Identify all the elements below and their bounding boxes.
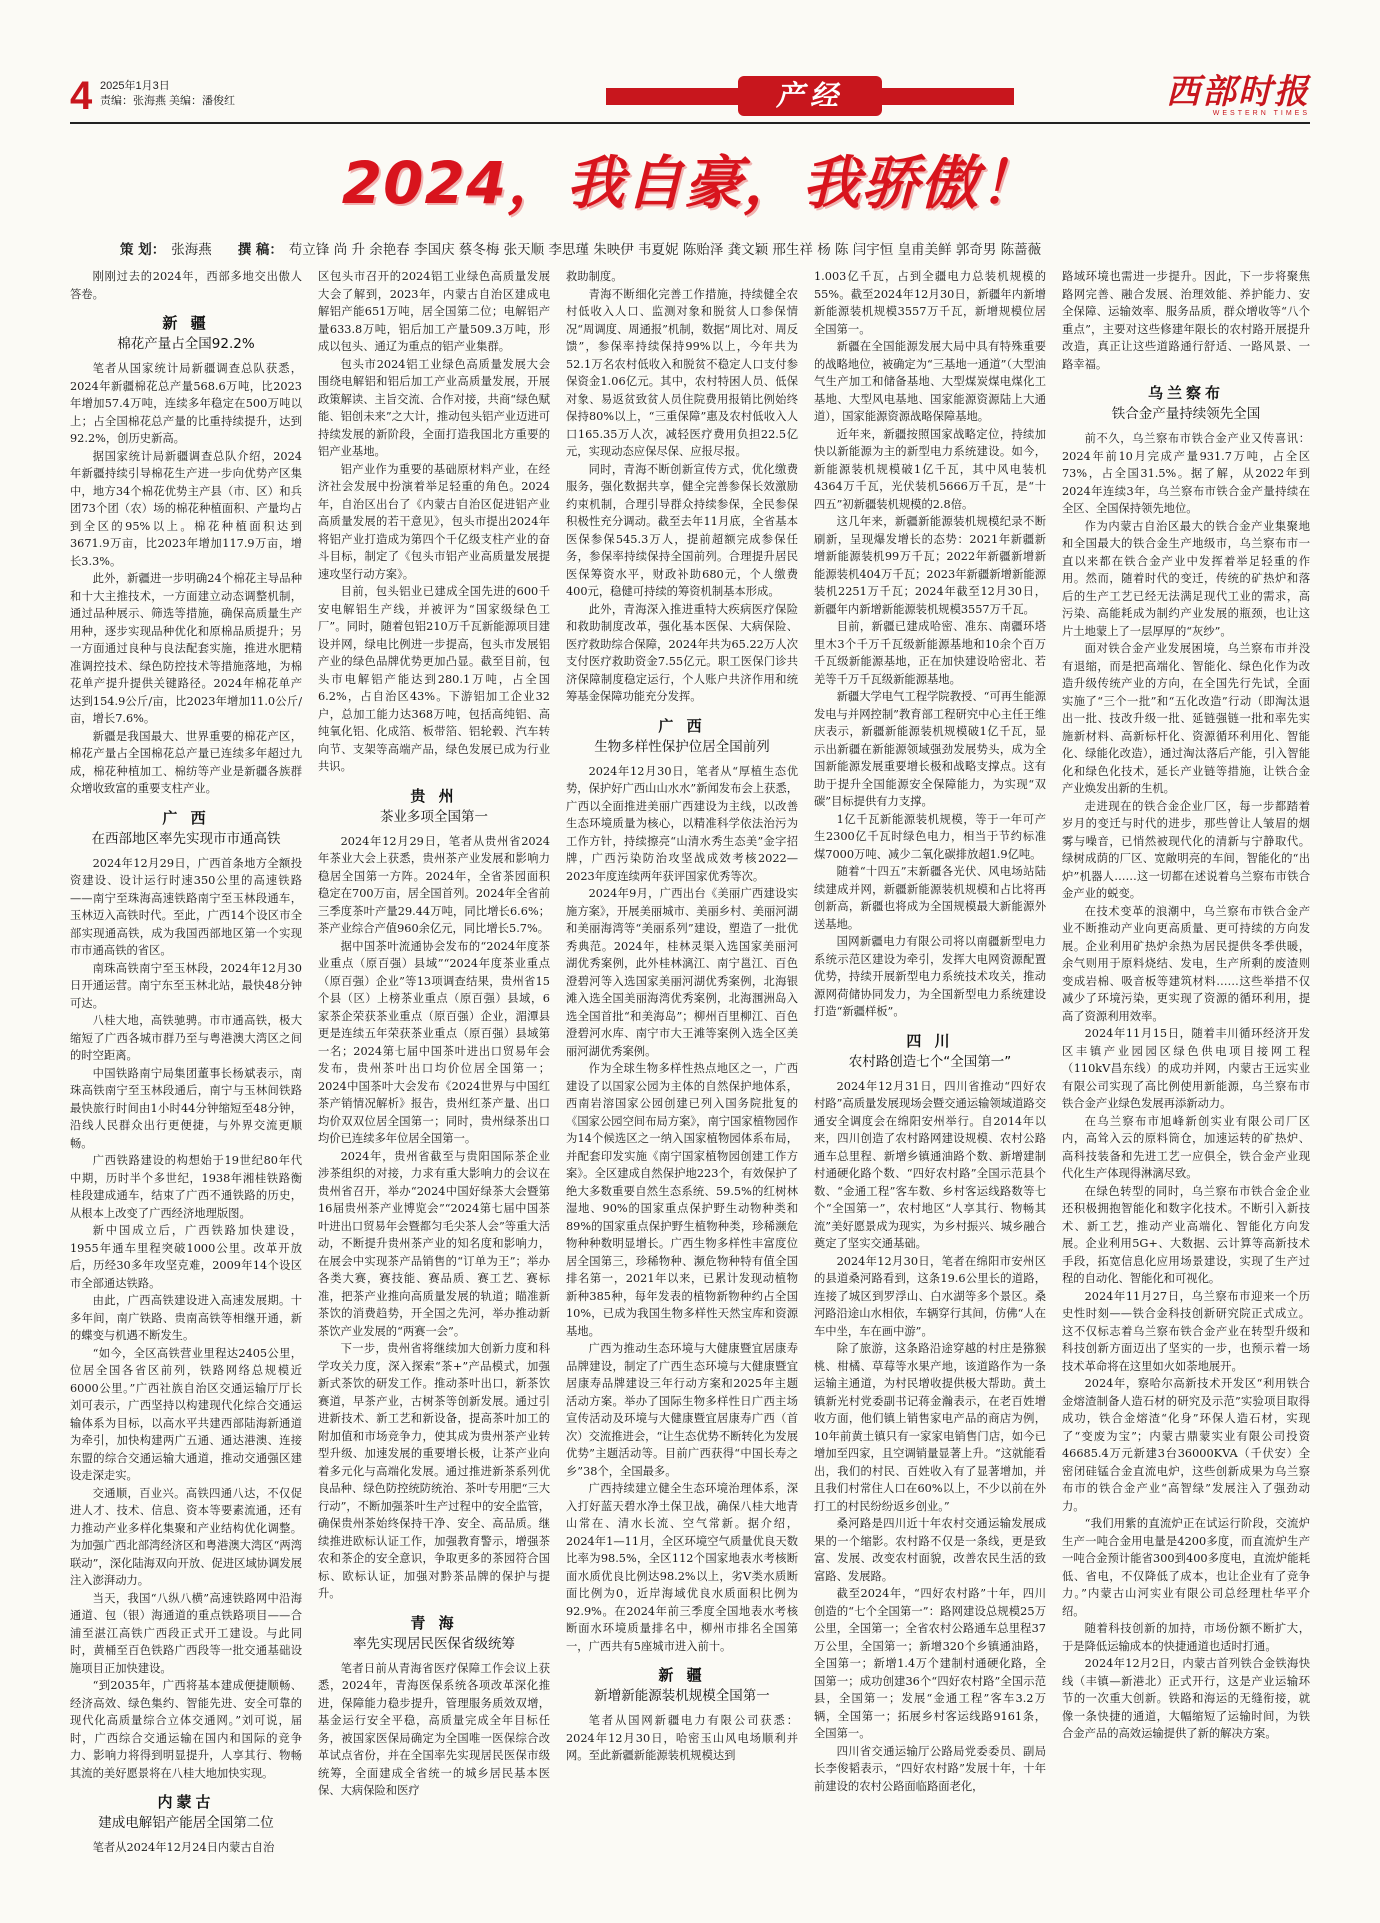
article-heading (70, 807, 302, 849)
planning-names: 张海燕 (171, 242, 212, 258)
article-paragraph: 2024年9月，广西出台《美丽广西建设实施方案》，开展美丽城市、美丽乡村、美丽河湖和美丽海湾等“美丽系列”建设，塑造了一批优秀典范。2024年，桂林灵渠入选国家美丽河湖优秀案例，此外桂林漓江、南宁邕江、百色澄碧河等入选国家美丽河湖优秀案例，北海银滩入选全国美丽海湾优秀案例，北海涠洲岛入选全国首批“和美海岛”；柳州百里柳江、百色澄碧河水库、南宁市大王滩等案例入选全区美丽河湖优秀案例。 (566, 887, 798, 1058)
article-paragraph: 下一步，贵州省将继续加大创新力度和科学攻关力度，深入探索“茶+”产品模式，加强新式茶饮的研发工作。推动茶叶出口，新茶饮赛道，早茶产业，古树茶等创新发展。通过引进新技术、新工艺和新设备，提高茶叶加工的附加值和市场竞争力，使其成为贵州茶产业转型升级、加速发展的重要增长极，让茶产业向着多元化与高端化发展。通过推进新茶系列优良品种、绿色防控统防统治、茶叶专用肥“三大行动”，不断加强茶叶生产过程中的安全监管，确保贵州茶始终保持干净、安全、高品质。继续推进欧标认证工作，加强教育警示，增强茶农和茶企的安全意识，争取更多的茶园符合国标、欧标认证，加强对黔茶品牌的保护与提升。 (318, 1342, 550, 1600)
article-title: 棉花产量占全国92.2% (117, 336, 255, 352)
writers-names: 苟立锋 尚 升 余艳春 李国庆 蔡冬梅 张天顺 李思瑾 朱映伊 韦夏妮 陈贻泽 龚文颖 邢生祥 杨 陈 闫宇恒 皇甫美鲜 郭奇男 陈蔷薇 (288, 242, 1042, 258)
article-paragraph: 2024年12月30日，笔者从“厚植生态优势，保护好广西山山水水”新闻发布会上获悉，广西以全面推进美丽广西建设为主线，以改善生态环境质量为核心，以精准科学依法治污为工作方针，持续擦亮“山清水秀生态美”金字招牌，广西污染防治攻坚战成效考核2022—2023年度连续两年获评国家优秀等次。 (566, 764, 798, 883)
article-paragraph: 随着科技创新的加持，市场份额不断扩大，于是降低运输成本的快捷通道也适时打通。 (1062, 1622, 1310, 1653)
article-paragraph: 笔者从国网新疆电力有限公司获悉：2024年12月30日，哈密玉山风电场顺利并网。至此新疆新能源装机规模达到 (566, 1714, 798, 1762)
article-paragraph: “到2035年，广西将基本建成便捷顺畅、经济高效、绿色集约、智能先进、安全可靠的现代化高质量综合立体交通网。”刘可说，届时，广西综合交通运输在国内和国际的竞争力、影响力将得到明显提升，人享其行、物畅其流的美好愿景将在八桂大地加快实现。 (70, 1679, 302, 1780)
page-headline: 2024，我自豪，我骄傲！ (341, 149, 1039, 217)
article-title: 生物多样性保护位居全国前列 (594, 738, 770, 755)
article-paragraph: 2024年12月2日，内蒙古首列铁合金铁海快线（丰镇—新港北）正式开行，这是产业运输环节的一次重大创新。铁路和海运的无缝衔接，就像一条快捷的通道，大幅缩短了运输时间，为铁合金产品的高效运输提供了新的解决方案。 (1062, 1657, 1310, 1740)
article-paragraph: 此外，新疆进一步明确24个棉花主导品种和十大主推技术，一方面建立动态调整机制，通过品种展示、筛选等措施，确保高质量生产用种，逐步实现品种优化和原棉品质提升；另一方面通过良种与良法配套实施，推进水肥精准调控技术、绿色防控技术等措施落地，为棉花单产提升提供关键路径。2024年棉花单产达到154.9公斤/亩，比2023年增加11.0公斤/亩，增长7.6%。 (70, 572, 302, 725)
article-paragraph: 在绿色转型的同时，乌兰察布市铁合金企业还积极拥抱智能化和数字化技术。不断引入新技术、新工艺，推动产业高端化、智能化方向发展。企业利用5G+、大数据、云计算等高新技术手段，拓宽信息化应用场景建设，实现了生产过程的自动化、智能化和可视化。 (1062, 1184, 1310, 1285)
article-paragraph: 面对铁合金产业发展困境，乌兰察布市并没有退缩，而是把高端化、智能化、绿色化作为改造升级传统产业的方向，在全国先行先试，全面实施了“三个一批”和“五化改造”行动（即淘汰退出一批、技改升级一批、延链强链一批和率先实施新材料、高新标杆化、资源循环利用化、智能化、绿能化改造），通过淘汰落后产能，引入智能化和绿色化技术，延长产业链等措施，让铁合金产业焕发出新的生机。 (1062, 642, 1310, 795)
article-paragraph: 广西为推动生态环境与大健康暨宜居康寿品牌建设，制定了广西生态环境与大健康暨宜居康寿品牌建设三年行动方案和2025年主题活动方案。举办了国际生物多样性日广西主场宣传活动及环境与大健康暨宜居康寿广西（首次）交流推进会，“让生态优势不断转化为发展优势”主题活动等。目前广西获得“中国长寿之乡”38个，全国最多。 (566, 1342, 798, 1478)
article-heading (318, 1612, 550, 1654)
article-paragraph: 2024年11月27日，乌兰察布市迎来一个历史性时刻——铁合金科技创新研究院正式成立。这不仅标志着乌兰察布铁合金产业在转型升级和科技创新方面迈出了坚实的一步，也预示着一场技术革命将在这里如火如荼地展开。 (1062, 1289, 1310, 1373)
article-paragraph: 铝产业作为重要的基础原材料产业，在经济社会发展中扮演着举足轻重的角色。2024年，自治区出台了《内蒙古自治区促进铝产业高质量发展的若干意见》，包头市提出2024年将铝产业打造成为第四个千亿级支柱产业的奋斗目标，制定了《包头市铝产业高质量发展提速攻坚行动方案》。 (318, 462, 550, 581)
article-heading (814, 1030, 1046, 1072)
article-heading (1062, 382, 1310, 424)
article-paragraph: 区包头市召开的2024铝工业绿色高质量发展大会了解到，2023年，内蒙古自治区建成电解铝产能651万吨，居全国第二位；电解铝产量633.8万吨，铝后加工产量509.3万吨，形成以包头、通辽为重点的铝产业集群。 (318, 270, 550, 353)
article-paragraph: 走进现在的铁合金企业厂区，每一步都踏着岁月的变迁与时代的进步，那些曾让人皱眉的烟雾与噪音，已悄然被现代化的清新与宁静取代。绿树成荫的厂区、宽敞明亮的车间，智能化的“出炉”机器人……这一切都在述说着乌兰察布市铁合金产业的蜕变。 (1062, 799, 1310, 900)
article-paragraph: 路域环境也需进一步提升。因此，下一步将聚焦路网完善、融合发展、治理效能、养护能力、安全保障、运输效率、服务品质，群众增收等“八个重点”，主要对这些修建年限长的农村路开展提升改造，真正让这些道路通行舒适、一路风景、一路幸福。 (1062, 270, 1310, 371)
article-title: 率先实现居民医保省级统筹 (353, 1635, 515, 1652)
article-region: 青 海 (410, 1613, 458, 1632)
article-title: 铁合金产量持续领先全国 (1111, 406, 1261, 422)
article-paragraph: 除了旅游，这条路沿途穿越的村庄是猕猴桃、柑橘、草莓等水果产地，该道路作为一条运输主通道，为村民增收提供极大帮助。黄土镇新光村党委副书记蒋金瀚表示，在老百姓增收方面，他们镇上销售家电产品的商店为例，10年前黄土镇只有一家家电销售门店，如今已增加至四家，且空调销量显著上升。“这就能看出，我们的村民、百姓收入有了显著增加，并且我们村常住人口在60%以上，不少以前在外打工的村民纷纷返乡创业。” (814, 1342, 1046, 1513)
article-paragraph: 南珠高铁南宁至玉林段，2024年12月30日开通运营。南宁东至玉林北站，最快48分钟可达。 (70, 961, 302, 1010)
article-paragraph: 据中国茶叶流通协会发布的“2024年度茶业重点（原百强）县域”“2024年度茶业重点（原百强）企业”等13项调查结果，贵州省15个县（区）上榜茶业重点（原百强）县域，6家茶企荣获茶业重点（原百强）企业，湄潭县更是连续五年荣获茶业重点（原百强）县域第一名；2024第七届中国茶叶进出口贸易年会发布，贵州茶叶出口均价位居全国第一；2024中国茶叶大会发布《2024世界与中国红茶产销情况解析》报告，贵州红茶产量、出口均价双双位居全国第一；同时，贵州绿茶出口均价已连续多年位居全国第一。 (318, 939, 550, 1145)
article-paragraph: 笔者日前从青海省医疗保障工作会议上获悉，2024年，青海医保系统各项改革深化推进，保障能力稳步提升，管理服务质效双增，基金运行安全平稳，高质量完成全年目标任务，被国家医保局确定为全国唯一医保综合改革试点省份，并在全国率先实现居民医保市级统筹，全面建成全省统一的城乡居民基本医保、大病保险和医疗 (318, 1661, 550, 1797)
article-paragraph: 2024年11月15日，随着丰川循环经济开发区丰镇产业园园区绿色供电项目接网工程（110kV昌东线）的成功并网，内蒙古王远实业有限公司实现了高比例使用新能源，乌兰察布市铁合金产业绿色发展再添新动力。 (1062, 1027, 1310, 1110)
article-heading (318, 785, 550, 827)
article-title: 新增新能源装机规模全国第一 (594, 1688, 770, 1704)
column-1 (70, 268, 302, 1908)
article-title: 茶业多项全国第一 (380, 808, 488, 825)
article-paragraph: 作为内蒙古自治区最大的铁合金产业集聚地和全国最大的铁合金生产地级市，乌兰察布市一直以来都在铁合金产业中发挥着举足轻重的作用。然而，随着时代的变迁，传统的矿热炉和落后的生产工艺已经无法满足现代工业的需求，高污染、高能耗成为制约产业发展的瓶颈，也让这片土地蒙上了一层厚厚的“灰纱”。 (1062, 519, 1310, 638)
byline (120, 240, 1300, 260)
article-title: 在西部地区率先实现市市通高铁 (91, 830, 281, 847)
article-paragraph: 截至2024年，“四好农村路”十年，四川创造的“七个全国第一”：路网建设总规模25万公里，全国第一；全省农村公路通车总里程37万公里，全国第一；新增320个乡镇通油路，全国第一；新增1.4万个建制村通硬化路，全国第一；成功创建36个“四好农村路”全国示范县，全国第一；发展“金通工程”客车3.2万辆，全国第一；拓展乡村客运线路9161条，全国第一。 (814, 1587, 1046, 1740)
article-paragraph: 国网新疆电力有限公司将以南疆新型电力系统示范区建设为牵引，发挥大电网资源配置优势，持续开展新型电力系统技术攻关，推动源网荷储协同发力，为全国新型电力系统建设打造“新疆样板”。 (814, 935, 1046, 1018)
section-badge: 产经 (738, 76, 882, 116)
issue-editors: 责编：张海燕 美编：潘俊红 (100, 95, 236, 107)
article-paragraph: 目前，包头铝业已建成全国先进的600千安电解铝生产线，并被评为“国家级绿色工厂”。同时，随着包铝210万千瓦新能源项目建设并网，绿电比例进一步提高，包头市发展铝产业的绿色品牌优势更加凸显。截至目前，包头市电解铝产能达到280.1万吨，占全国6.2%，占自治区43%。下游铝加工企业32户，总加工能力达368万吨，包括高纯铝、高纯氧化铝、化成箔、板带箔、铝轮毂、汽车转向节、支架等高端产品，绿色发展已成为行业共识。 (318, 585, 550, 773)
article-region: 乌兰察布 (1147, 384, 1224, 402)
article-paragraph: 2024年，察哈尔高新技术开发区“利用铁合金熔渣制备人造石材的研究及示范”实验项目取得成功，铁合金熔渣“化身”环保人造石材，实现了“变废为宝”；内蒙古鼎蒙实业有限公司投资46685.4万元新建3台36000KVA（千伏安）全密闭硅锰合金直流电炉，这些创新成果为乌兰察布市的铁合金产业“高智绿”发展注入了强劲动力。 (1062, 1377, 1310, 1513)
article-paragraph: 1亿千瓦新能源装机规模，等于一年可产生2300亿千瓦时绿色电力，相当于节约标准煤7000万吨、减少二氧化碳排放超1.9亿吨。 (814, 812, 1046, 861)
article-region: 新 疆 (658, 1666, 706, 1684)
header-rule (70, 122, 1310, 124)
article-paragraph: 笔者从国家统计局新疆调查总队获悉，2024年新疆棉花总产量568.6万吨，比2023年增加57.4万吨，连续多年稳定在500万吨以上；占全国棉花总产量的比重持续提升，达到92.2%，创历史新高。 (70, 362, 302, 445)
article-paragraph: 新中国成立后，广西铁路加快建设，1955年通车里程突破1000公里。改革开放后，历经30多年攻坚克难，2009年14个设区市全部通达铁路。 (70, 1224, 302, 1290)
article-paragraph: 救助制度。 (566, 270, 623, 283)
article-heading (566, 1664, 798, 1706)
article-region: 新 疆 (162, 314, 210, 332)
article-region: 内蒙古 (157, 1793, 215, 1811)
article-paragraph: 交通顺，百业兴。高铁四通八达，不仅促进人才、技术、信息、资本等要素流通，还有力推动产业多样化集聚和产业结构优化调整。为加强广西北部湾经济区和粤港澳大湾区“两湾联动”，深化陆海双向开放、促进区域协调发展注入澎湃动力。 (70, 1486, 302, 1587)
article-paragraph: 在技术变革的浪潮中，乌兰察布市铁合金产业不断推动产业向更高质量、更可持续的方向发展。企业利用矿热炉余热为居民提供冬季供暖，余气则用于原料烧结、发电，生产所剩的废渣则变成岩棉、吸音板等建筑材料……这些举措不仅减少了环境污染，更实现了资源的循环利用，提高了资源利用效率。 (1062, 904, 1310, 1023)
article-paragraph: 刚刚过去的2024年，西部多地交出傲人答卷。 (70, 270, 302, 301)
article-paragraph: 笔者从2024年12月24日内蒙古自治 (92, 1841, 275, 1854)
article-paragraph: 2024年12月29日，笔者从贵州省2024年茶业大会上获悉，贵州茶产业发展和影响力稳居全国第一方阵。2024年，全省茶园面积稳定在700万亩，居全国首列。2024年全省前三季度茶叶产量29.44万吨，同比增长6.6%；茶产业综合产值960余亿元，同比增长5.7%。 (318, 834, 550, 935)
article-paragraph: 新疆是我国最大、世界重要的棉花产区，棉花产量占全国棉花总产量已连续多年超过九成，棉花种植加工、棉纺等产业是新疆各族群众增收致富的重要支柱产业。 (70, 729, 302, 795)
article-heading (566, 715, 798, 757)
article-paragraph: 桑河路是四川近十年农村交通运输发展成果的一个缩影。农村路不仅是一条线，更是致富、发展、改变农村面貌，改善农民生活的致富路、发展路。 (814, 1517, 1046, 1583)
article-region: 四 川 (906, 1031, 954, 1050)
article-region: 广 西 (658, 716, 706, 735)
article-paragraph: 广西持续建立健全生态环境治理体系，深入打好蓝天碧水净土保卫战，确保八桂大地青山常在、清水长流、空气常新。据介绍，2024年1—11月，全区环境空气质量优良天数比率为98.5%，全区112个国家地表水考核断面水质优良比例达98.2%以上，劣V类水质断面比例为0，近岸海域优良水质面积比例为92.9%。在2024年前三季度全国地表水考核断面水环境质量排名中，柳州市排名全国第一，广西共有5座城市进入前十。 (566, 1482, 798, 1653)
article-paragraph: 八桂大地，高铁驰骋。市市通高铁，极大缩短了广西各城市群乃至与粤港澳大湾区之间的时空距离。 (70, 1014, 302, 1062)
article-paragraph: 在乌兰察布市旭峰新创实业有限公司厂区内，高耸入云的原料筒仓，加速运转的矿热炉、高科技装备和先进工艺一应俱全，铁合金产业现代化生产体现得淋漓尽致。 (1062, 1114, 1310, 1180)
article-paragraph: 新疆大学电气工程学院教授、“可再生能源发电与并网控制”教育部工程研究中心主任王维庆表示，新疆新能源装机规模破1亿千瓦，显示出新疆在新能源领域强劲发展势头，成为全国新能源发展重要增长极和战略支撑点。这有助于提升全国能源安全保障能力，为实现“双碳”目标提供有力支撑。 (814, 690, 1046, 808)
article-title: 建成电解铝产能居全国第二位 (98, 1815, 274, 1831)
article-heading (70, 312, 302, 354)
article-paragraph: 中国铁路南宁局集团董事长杨斌表示，南珠高铁南宁至玉林段通后，南宁与玉林间铁路最快旅行时间由1小时44分钟缩短至48分钟，沿线人民群众出行更便捷，与外界交流更顺畅。 (70, 1066, 302, 1150)
column-4 (814, 268, 1046, 1908)
article-title: 农村路创造七个“全国第一” (848, 1053, 1012, 1070)
article-paragraph: “如今，全区高铁营业里程达2405公里，位居全国各省区前列，铁路网络总规模近6000公里。”广西社族自治区交通运输厅厅长刘可表示，广西坚持以构建现代化综合交通运输体系为目标，以高水平共建西部陆海新通道为牵引，加快构建两广五通、通达港澳、连接东盟的综合交通运输大通道，推动交通强区建设走深走实。 (70, 1346, 302, 1482)
article-region: 贵 州 (410, 786, 458, 805)
writers-label: 撰 稿： (237, 242, 283, 258)
article-paragraph: 同时，青海不断创新宣传方式，优化缴费服务，强化数据共享，健全完善参保长效激励约束机制，合理引导群众持续参保，全民参保积极性充分调动。截至去年11月底，全省基本医保参保545.3万人，提前超额完成参保任务，参保率持续保持全国前列。合理提升居民医保筹资水平，财政补助680元，个人缴费400元，稳健可持续的筹资机制基本形成。 (566, 462, 798, 598)
column-2 (318, 268, 550, 1908)
column-3 (566, 268, 798, 1908)
issue-date: 2025年1月3日 (100, 80, 170, 92)
newspaper-logo (1098, 74, 1310, 118)
article-paragraph: 随着“十四五”末新疆各光伏、风电场站陆续建成并网，新疆新能源装机规模和占比将再创新高，新疆也将成为全国规模最大新能源外送基地。 (814, 865, 1046, 931)
masthead (70, 72, 1310, 120)
article-paragraph: 这几年来，新疆新能源装机规模纪录不断刷新，呈现爆发增长的态势：2021年新疆新增新能源装机99万千瓦；2022年新疆新增新能源装机404万千瓦；2023年新疆新增新能源装机2251万千瓦；2024年截至12月30日，新疆年内新增新能源装机规模3557万千瓦。 (814, 515, 1046, 616)
article-paragraph: 当天，我国“八纵八横”高速铁路网中沿海通道、包（银）海通道的重点铁路项目——合浦至湛江高铁广西段正式开工建设。与此同时，黄桶至百色铁路广西段等一批交通基础设施项目正加快建设。 (70, 1591, 302, 1675)
article-paragraph: 2024年，贵州省截至与贵阳国际茶企业涉茶组织的对接，力求有重大影响力的会议在贵州省召开，举办“2024中国好绿茶大会暨第16届贵州茶产业博览会”“2024第七届中国茶叶进出口贸易年会暨都匀毛尖茶人会”等重大活动，不断提升贵州茶产业的知名度和影响力，在展会中实现茶产品销售的“订单为王”；举办各类大赛，赛技能、赛品质、赛工艺、赛标准，把茶产业推向高质量发展的轨道；瞄准新茶饮的消费趋势，开全国之先河，举办推动新茶饮产业发展的“两赛一会”。 (318, 1149, 550, 1338)
article-paragraph: 此外，青海深入推进重特大疾病医疗保险和救助制度改革，强化基本医保、大病保险、医疗救助综合保障，2024年共为65.22万人次支付医疗救助资金7.55亿元。职工医保门诊共济保障制度稳定运行，个人账户共济作用和统筹基金保障功能充分发挥。 (566, 602, 798, 703)
article-paragraph: 1.003亿千瓦，占到全疆电力总装机规模的55%。截至2024年12月30日，新疆年内新增新能源装机规模3557万千瓦，新增规模位居全国第一。 (814, 270, 1046, 336)
article-paragraph: 四川省交通运输厅公路局党委委员、副局长李俊韬表示，“四好农村路”发展十年，十年前建设的农村公路面临路面老化， (814, 1744, 1046, 1793)
logo-subtitle: WESTERN TIMES (1212, 110, 1310, 117)
article-paragraph: 包头市2024铝工业绿色高质量发展大会围绕电解铝和铝后加工产业高质量发展，开展政策解读、主旨交流、合作对接，共商“绿色赋能、铝创未来”之大计，推动包头铝产业迈进可持续发展的新阶段，全面打造我国北方重要的铝产业基地。 (318, 357, 550, 458)
article-paragraph: 目前，新疆已建成哈密、准东、南疆环塔里木3个千万千瓦级新能源基地和10余个百万千瓦级新能源基地，正在加快建设哈密北、若羌等千万千瓦级新能源基地。 (814, 620, 1046, 686)
article-region: 广 西 (162, 808, 210, 827)
article-paragraph: 据国家统计局新疆调查总队介绍，2024年新疆持续引导棉花生产进一步向优势产区集中，地方34个棉花优势主产县（市、区）和兵团73个团（农）场的棉花种植面积、产量均占到全区的95%以上。棉花种植面积达到3671.9万亩，比2023年增加117.9万亩，增长3.3%。 (70, 449, 302, 568)
article-paragraph: 近年来，新疆按照国家战略定位，持续加快以新能源为主的新型电力系统建设。如今，新能源装机规模破1亿千瓦，其中风电装机4364万千瓦，光伏装机5666万千瓦，是“十四五”初新疆装机规模的2.8倍。 (814, 427, 1046, 511)
article-paragraph: 新疆在全国能源发展大局中具有特殊重要的战略地位，被确定为“三基地一通道”（大型油气生产加工和储备基地、大型煤炭煤电煤化工基地、大型风电基地、国家能源资源陆上大通道），国家能源资源战略保障基地。 (814, 340, 1046, 423)
article-paragraph: “我们用紫的直流炉正在试运行阶段，交流炉生产一吨合金用电量是4200多度，而直流炉生产一吨合金预计能省300到400多度电，直流炉能耗低、省电，不仅降低了成本，也让企业有了竞争力。”内蒙古山河实业有限公司总经理杜华平介绍。 (1062, 1517, 1310, 1618)
article-paragraph: 青海不断细化完善工作措施，持续健全农村低收入人口、监测对象和脱贫人口参保情况“周调度、周通报”机制，数据“周比对、周反馈”，参保率持续保持99%以上，今年共为52.1万名农村低收入和脱贫不稳定人口支付参保资金1.06亿元。其中，农村特困人员、低保对象、易返贫致贫人员住院费用报销比例始终保持80%以上，“三重保障”惠及农村低收入人口165.35万人次，减轻医疗费用负担22.5亿元，实现动态应保尽保、应报尽报。 (566, 287, 798, 458)
article-paragraph: 前不久，乌兰察布市铁合金产业又传喜讯：2024年前10月完成产量931.7万吨，占全区73%，占全国31.5%。据了解，从2022年到2024年连续3年，乌兰察布市铁合金产量持续在全区、全国保持领先地位。 (1062, 432, 1310, 515)
article-paragraph: 由此，广西高铁建设进入高速发展期。十多年间，南广铁路、贵南高铁等相继开通，新的蝶变与机遇不断发生。 (70, 1294, 302, 1342)
column-5 (1062, 268, 1310, 1908)
issue-meta (100, 79, 235, 109)
article-paragraph: 2024年12月31日，四川省推动“四好农村路”高质量发展现场会暨交通运输领域道路交通安全调度会在绵阳安州举行。自2014年以来，四川创造了农村路网建设规模、农村公路通车总里程、新增乡镇通油路个数、新增建制村通硬化路个数、“四好农村路”全国示范县个数、“金通工程”客车数、乡村客运线路数等七个“全国第一”，农村地区“人享其行、物畅其流”美好愿景成为现实，为乡村振兴、城乡融合奠定了坚实交通基础。 (814, 1079, 1046, 1250)
page-number: 4 (70, 74, 93, 118)
article-paragraph: 作为全球生物多样性热点地区之一，广西建设了以国家公园为主体的自然保护地体系，西南岩溶国家公园创建已列入国务院批复的《国家公园空间布局方案》，南宁国家植物园作为14个候选区之一纳入国家植物园体系布局，并配套印发实施《南宁国家植物园创建工作方案》。全区建成自然保护地223个，有效保护了绝大多数重要自然生态系统、59.5%的红树林湿地、90%的国家重点保护野生动物种类和89%的国家重点保护野生植物种类，珍稀濒危物种种数明显增长。广西生物多样性丰富度位居全国第三，珍稀物种、濒危物种特有值全国排名第一，2021年以来，已累计发现动植物新种385种，每年发表的植物新物种约占全国10%，已成为我国生物多样性天然宝库和资源基地。 (566, 1062, 798, 1338)
article-heading (70, 1791, 302, 1833)
article-paragraph: 广西铁路建设的构想始于19世纪80年代中期，历时半个多世纪，1938年湘桂铁路衡桂段建成通车，结束了广西不通铁路的历史，从根本上改变了广西经济地理版图。 (70, 1154, 302, 1220)
article-paragraph: 2024年12月29日，广西首条地方全额投资建设、设计运行时速350公里的高速铁路——南宁至珠海高速铁路南宁至玉林段通车，玉林迈入高铁时代。至此，广西14个设区市全部实现通高铁，成为我国西部地区第一个实现市市通高铁的省区。 (70, 856, 302, 957)
logo-text: 西部时报 (1166, 72, 1310, 112)
article-paragraph: 2024年12月30日，笔者在绵阳市安州区的县道桑河路看到，这条19.6公里长的道路，连接了城区到罗浮山、白水湖等多个景区。桑河路沿途山水相依，车辆穿行其间，仿佛“人在车中坐，车在画中游”。 (814, 1254, 1046, 1338)
planning-label: 策 划： (120, 242, 166, 258)
section-banner (606, 76, 1014, 116)
